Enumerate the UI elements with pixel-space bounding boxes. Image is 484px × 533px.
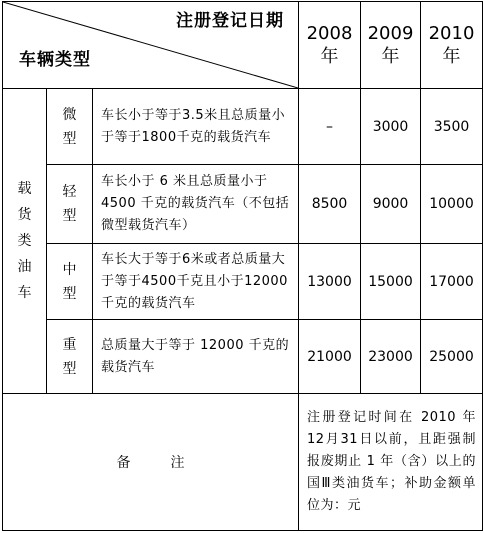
- subsidy-value-2009: 3000: [361, 89, 421, 165]
- notes-text: 注册登记时间在 2010 年12月31日以前，且距强制报废期止 1 年（含）以上的国Ⅲ类油货车；补助金额单位为：元: [299, 394, 483, 531]
- subsidy-table: [2, 1, 483, 531]
- subsidy-value-2009: 23000: [361, 320, 421, 394]
- size-label: 重型: [62, 336, 77, 377]
- size-label: 轻型: [62, 184, 77, 224]
- size-label: 中型: [62, 261, 77, 302]
- category-cell: [3, 89, 47, 394]
- description-cell: 车长大于等于6米或者总质量大于等于4500千克且小于12000千克的载货汽车: [93, 244, 299, 320]
- vehicle-type-header: 车辆类型: [19, 50, 91, 70]
- size-cell: [47, 89, 93, 165]
- table-row-light: [3, 165, 483, 244]
- diagonal-header-cell: [3, 2, 299, 89]
- subsidy-value-2010: 25000: [421, 320, 483, 394]
- description-cell: 总质量大于等于 12000 千克的载货汽车: [93, 320, 299, 394]
- table-row-heavy: [3, 320, 483, 394]
- subsidy-value-2009: 15000: [361, 244, 421, 320]
- year-number: 2008: [306, 23, 353, 44]
- size-label: 微型: [62, 106, 77, 147]
- year-unit: 年: [320, 46, 339, 67]
- category-label: 载货类油车: [17, 181, 32, 301]
- year-unit: 年: [442, 46, 461, 67]
- subsidy-value-2010: 10000: [421, 165, 483, 244]
- subsidy-value-2008: 8500: [299, 165, 361, 244]
- size-cell: [47, 320, 93, 394]
- year-unit: 年: [381, 46, 400, 67]
- subsidy-value-2010: 17000: [421, 244, 483, 320]
- year-header-2008: [299, 2, 361, 89]
- year-header-2010: [421, 2, 483, 89]
- notes-label: 备注: [3, 394, 299, 531]
- table-row-medium: [3, 244, 483, 320]
- notes-row: [3, 394, 483, 531]
- year-number: 2010: [428, 23, 475, 44]
- subsidy-value-2009: 9000: [361, 165, 421, 244]
- description-cell: 车长小于 6 米且总质量小于4500 千克的载货汽车（不包括微型载货汽车）: [93, 165, 299, 244]
- size-cell: [47, 165, 93, 244]
- subsidy-value-2008: –: [299, 89, 361, 165]
- registration-date-header: 注册登记日期: [176, 11, 285, 31]
- size-cell: [47, 244, 93, 320]
- year-header-2009: [361, 2, 421, 89]
- description-cell: 车长小于等于3.5米且总质量小于等于1800千克的载货汽车: [93, 89, 299, 165]
- subsidy-value-2008: 13000: [299, 244, 361, 320]
- year-number: 2009: [367, 23, 414, 44]
- subsidy-value-2008: 21000: [299, 320, 361, 394]
- subsidy-value-2010: 3500: [421, 89, 483, 165]
- table-row-micro: [3, 89, 483, 165]
- header-row: [3, 2, 483, 89]
